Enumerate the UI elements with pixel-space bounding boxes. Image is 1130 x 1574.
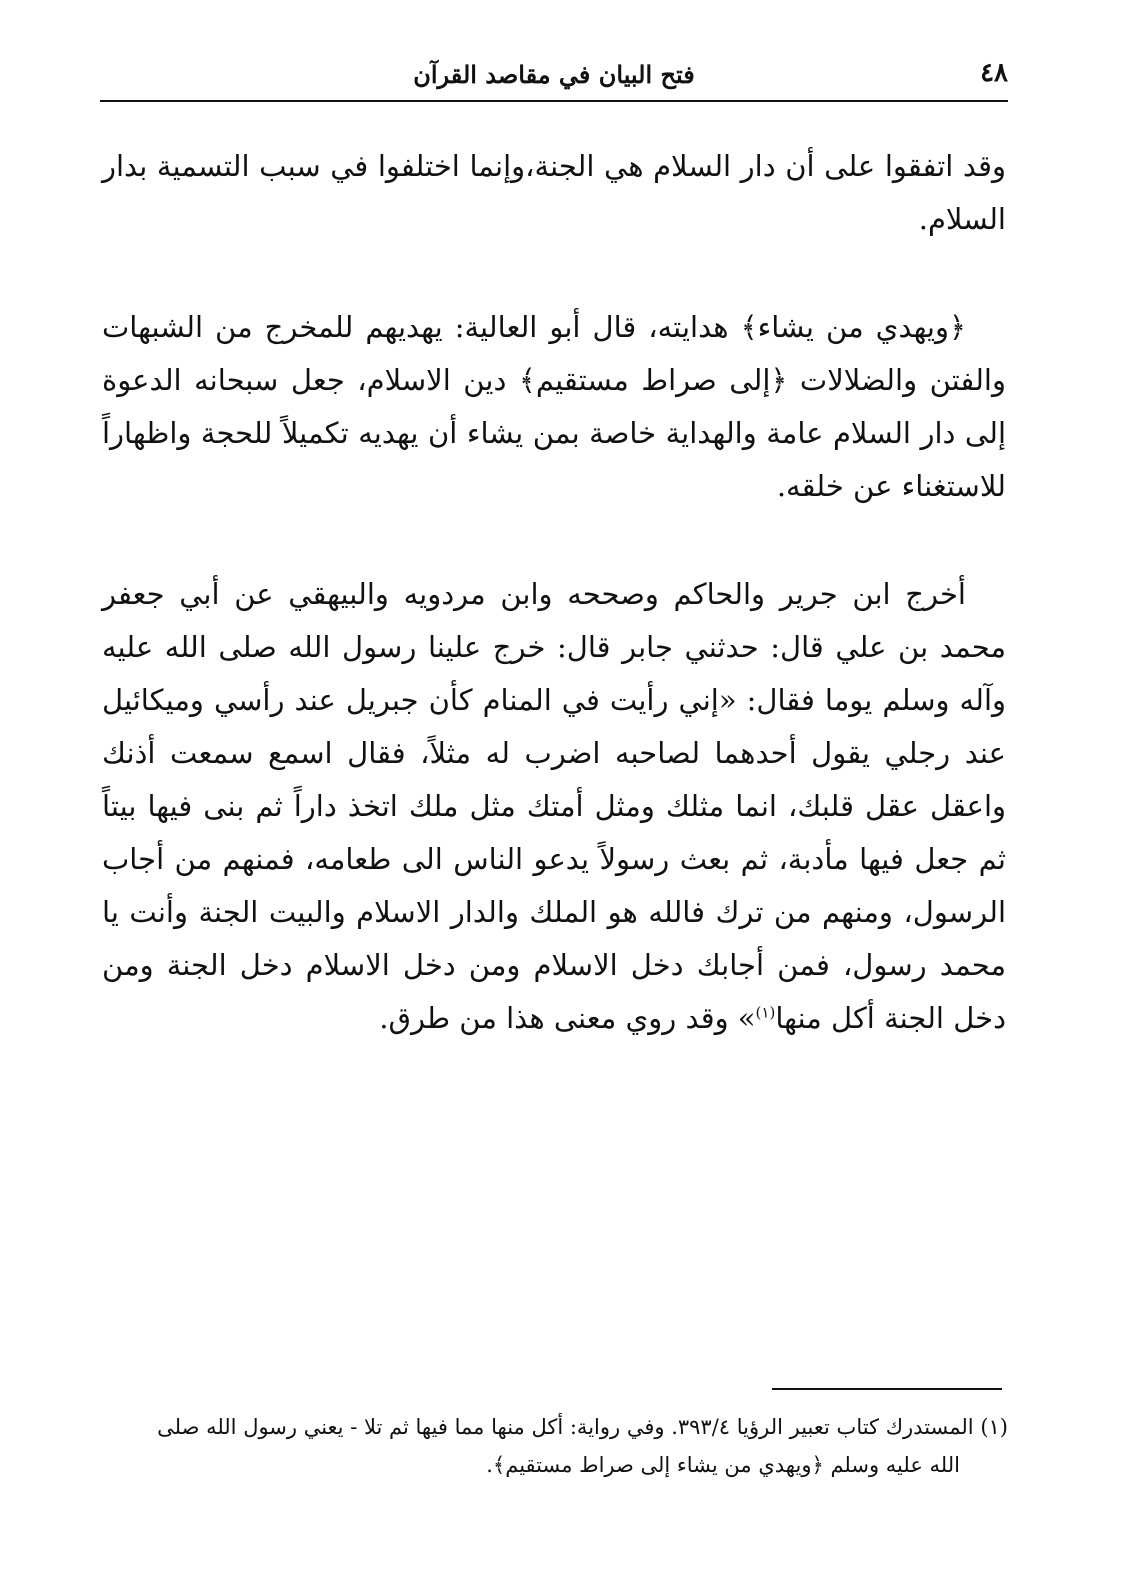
footnote-1-line-1: (١) المستدرك كتاب تعبير الرؤيا ٣٩٣/٤. وفي رواية: أكل منها مما فيها ثم تلا - يعني رسول الله صلى bbox=[157, 1415, 1008, 1439]
footnotes bbox=[100, 1408, 1008, 1484]
page-header bbox=[100, 58, 1008, 98]
paragraph-3-ending: » وقد روي معنى هذا من طرق. bbox=[379, 1001, 756, 1035]
paragraph-3-text: أخرج ابن جرير والحاكم وصححه وابن مردويه والبيهقي عن أبي جعفر محمد بن علي قال: حدثني جابر قال: خرج علينا رسول الله صلى الله عليه وآله وسلم يوما فقال: «إني رأيت في المنام كأن جبريل عند رأسي وميكائيل عند رجلي يقول أحدهما لصاحبه اضرب له مثلاً، فقال اسمع سمعت أذنك واعقل عقل قلبك، انما مثلك ومثل أمتك مثل ملك اتخذ داراً ثم بنى فيها بيتاً ثم جعل فيها مأدبة، ثم بعث رسولاً يدعو الناس الى طعامه، فمنهم من أجاب الرسول، ومنهم من ترك فالله هو الملك والدار الاسلام والبيت الجنة وأنت يا محمد رسول، فمن أجابك دخل الاسلام ومن دخل الاسلام دخل الجنة ومن دخل الجنة أكل منها bbox=[102, 577, 1006, 1035]
paragraph-gap bbox=[102, 246, 1006, 301]
main-text bbox=[102, 140, 1006, 1045]
running-title: فتح البيان في مقاصد القرآن bbox=[413, 60, 695, 89]
page-number: ٤٨ bbox=[980, 58, 1008, 88]
paragraph-1: وقد اتفقوا على أن دار السلام هي الجنة،وإنما اختلفوا في سبب التسمية بدار السلام. bbox=[102, 149, 1006, 236]
paragraph-3 bbox=[102, 568, 1006, 1045]
footnote-1-line-2: الله عليه وسلم ﴿ويهدي من يشاء إلى صراط مستقيم﴾. bbox=[486, 1453, 960, 1477]
paragraph-gap bbox=[102, 513, 1006, 568]
header-divider bbox=[100, 100, 1008, 102]
paragraph-2: ﴿ويهدي من يشاء﴾ هدايته، قال أبو العالية: يهديهم للمخرج من الشبهات والفتن والضلالات ﴿إلى صراط مستقيم﴾ دين الاسلام، جعل سبحانه الدعوة إلى دار السلام عامة والهداية خاصة بمن يشاء أن يهديه تكميلاً للحجة واظهاراً للاستغناء عن خلقه. bbox=[102, 310, 1006, 503]
footnote-reference[interactable]: (١) bbox=[755, 1003, 776, 1022]
footnote-divider bbox=[772, 1388, 1002, 1390]
